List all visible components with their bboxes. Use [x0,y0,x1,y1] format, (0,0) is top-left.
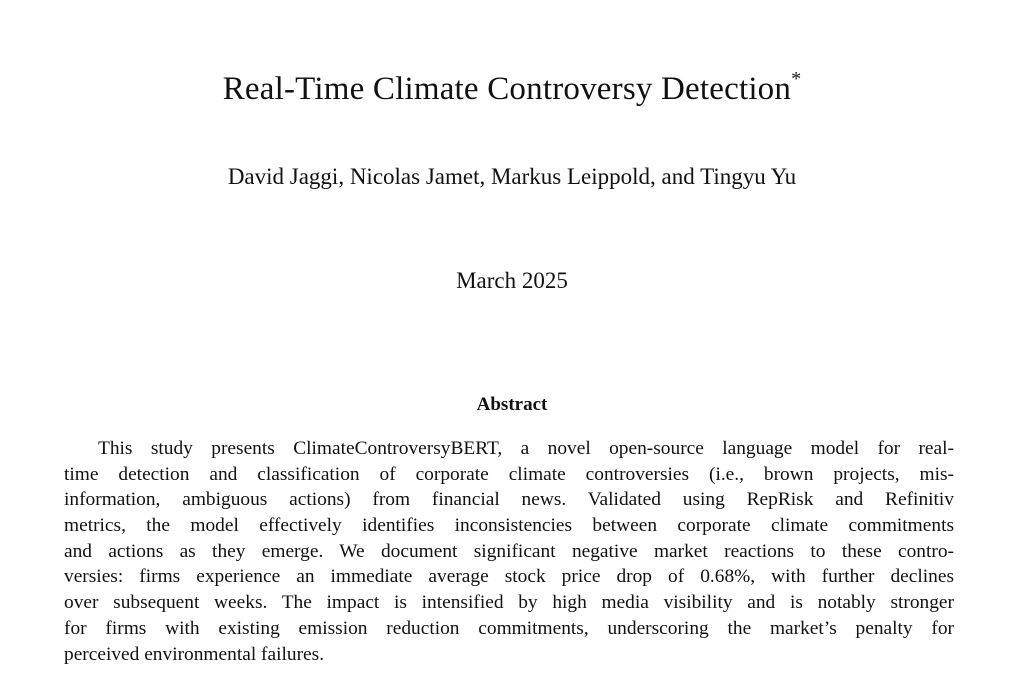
abstract-line: for firms with existing emission reduction commitments, underscoring the market’s penalty for [64,617,954,639]
paper-date: March 2025 [456,268,568,293]
abstract-line: perceived environmental failures. [64,643,325,665]
paper-authors: David Jaggi, Nicolas Jamet, Markus Leippold, and Tingyu Yu [227,164,797,189]
abstract-line: This study presents ClimateControversyBERT, a novel open-source language model for real- [98,438,954,459]
abstract-line: versies: firms experience an immediate average stock price drop of 0.68%, with further declines [64,566,954,588]
abstract-line: over subsequent weeks. The impact is intensified by high media visibility and is notably stronger [64,592,954,614]
abstract-line: time detection and classification of corporate climate controversies (i.e., brown projects, mis- [64,463,954,485]
abstract-line: and actions as they emerge. We document significant negative market reactions to these contro- [64,540,954,562]
abstract-line: information, ambiguous actions) from financial news. Validated using RepRisk and Refinitiv [64,489,954,511]
abstract-body [64,436,954,667]
title-footnote-mark: * [791,68,802,90]
paper-title [0,70,1024,108]
paper-title-text: Real-Time Climate Controversy Detection [222,71,792,107]
abstract-line: metrics, the model effectively identifies inconsistencies between corporate climate commitments [64,515,954,537]
abstract-heading: Abstract [476,394,548,415]
